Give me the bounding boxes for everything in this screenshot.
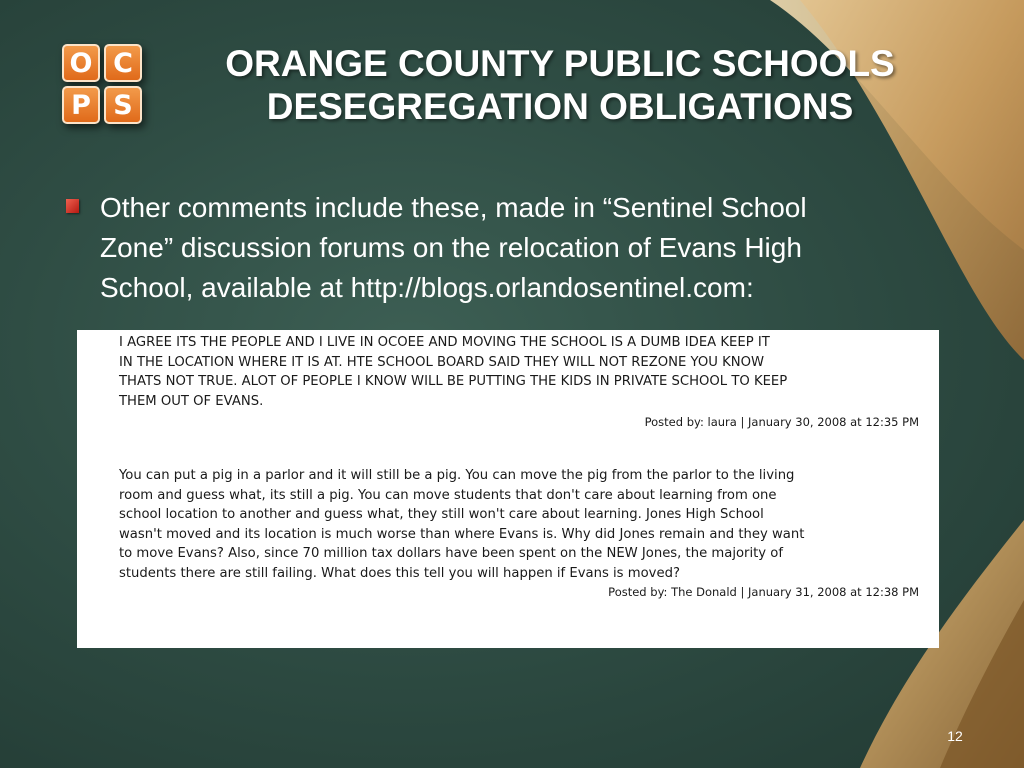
forum-comments-image: [77, 330, 939, 648]
comment-line: students there are still failing. What does this tell you will happen if Evans is moved?: [119, 565, 680, 581]
comment-line: You can put a pig in a parlor and it will still be a pig. You can move the pig from the parlor to the living: [119, 468, 795, 483]
logo-tile: O: [62, 44, 100, 82]
slide-title: [150, 42, 970, 128]
bullet-line: School, available at http://blogs.orlandosentinel.com:: [100, 272, 754, 303]
logo-tile: S: [104, 86, 142, 124]
title-line: ORANGE COUNTY PUBLIC SCHOOLS: [225, 43, 895, 84]
bullet-square-icon: [66, 199, 79, 213]
comment-line: THEM OUT OF EVANS.: [119, 393, 264, 409]
comment-line: school location to another and guess what, they still won't care about learning. Jones High School: [119, 507, 764, 523]
title-line: DESEGREGATION OBLIGATIONS: [266, 86, 854, 127]
forum-comment: [119, 466, 919, 600]
comment-line: IN THE LOCATION WHERE IT IS AT. HTE SCHOOL BOARD SAID THEY WILL NOT REZONE YOU KNOW: [119, 354, 765, 370]
comment-line: wasn't moved and its location is much worse than where Evans is. Why did Jones remain and they want: [119, 526, 805, 542]
comment-line: room and guess what, its still a pig. You can move students that don't care about learning from one: [119, 487, 777, 503]
page-number: 12: [947, 728, 963, 744]
comment-posted-by: Posted by: laura | January 30, 2008 at 12:35 PM: [644, 415, 919, 430]
comment-posted-by: Posted by: The Donald | January 31, 2008 at 12:38 PM: [608, 584, 919, 599]
comment-line: I AGREE ITS THE PEOPLE AND I LIVE IN OCOEE AND MOVING THE SCHOOL IS A DUMB IDEA KEEP IT: [119, 335, 770, 350]
forum-comment: [119, 333, 919, 430]
bullet-line: Other comments include these, made in “Sentinel School: [100, 192, 807, 223]
logo-tile: C: [104, 44, 142, 82]
bullet-text: [100, 188, 980, 308]
bullet-line: Zone” discussion forums on the relocation of Evans High: [100, 232, 802, 263]
comment-line: THATS NOT TRUE. ALOT OF PEOPLE I KNOW WILL BE PUTTING THE KIDS IN PRIVATE SCHOOL TO KEEP: [119, 374, 788, 390]
logo-tile: P: [62, 86, 100, 124]
ocps-logo: [62, 44, 144, 126]
comment-line: to move Evans? Also, since 70 million tax dollars have been spent on the NEW Jones, the majority of: [119, 546, 784, 562]
